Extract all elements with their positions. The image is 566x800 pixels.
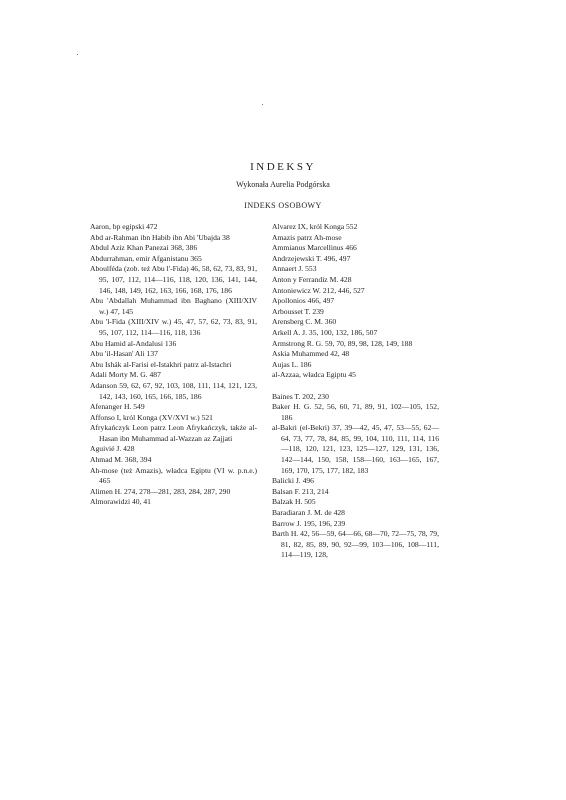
index-entry: Aujas L. 186 <box>272 359 312 369</box>
index-entry: Arbousset T. 239 <box>272 306 324 316</box>
index-entry: Adali Morty M. G. 487 <box>90 370 161 380</box>
section-heading: INDEKS OSOBOWY <box>244 201 322 210</box>
index-entry: Barth H. 42, 56—59, 64—66, 68—70, 72—75, 78, 79, 81, 82, 85, 89, 90, 92—99, 103—106, 108—111, 114—119, 128, <box>272 529 439 560</box>
compiler-byline: Wykonała Aurelia Podgórska <box>236 180 330 189</box>
index-entry: Ahmad M. 368, 394 <box>90 455 152 465</box>
index-entry: Anton y Ferrandiz M. 428 <box>272 274 352 284</box>
index-entry: Abu Ishák al-Farisi el-Istakhri patrz al-Istachri <box>90 359 232 369</box>
index-entry: Arkell A. J. 35, 100, 132, 186, 507 <box>272 327 378 337</box>
index-entry: Apollonios 466, 497 <box>272 296 335 306</box>
index-entry: Aguivié J. 428 <box>90 444 135 454</box>
index-entry: Andrzejewski T. 496, 497 <box>272 253 351 263</box>
index-entry: al-Azzaa, władca Egiptu 45 <box>272 370 356 380</box>
page-title: INDEKSY <box>250 161 316 173</box>
index-entry: Balzak H. 505 <box>272 497 316 507</box>
index-entry: Abu 'l-Fida (XIII/XIV w.) 45, 47, 57, 62, 73, 83, 91, 95, 107, 112, 114—116, 118, 136 <box>90 317 257 337</box>
index-entry: Alimen H. 274, 278—281, 283, 284, 287, 290 <box>90 486 231 496</box>
index-entry: Abd ar-Rahman ibn Habib ibn Abi 'Ubajda 38 <box>90 232 230 242</box>
scan-speck <box>77 54 78 55</box>
index-entry: Arensberg C. M. 360 <box>272 317 337 327</box>
index-entry: Balicki J. 496 <box>272 476 314 486</box>
index-entry: Almorawidzi 40, 41 <box>90 497 151 507</box>
index-entry: Barrow J. 195, 196, 239 <box>272 518 346 528</box>
index-entry: Amazis patrz Ah-mose <box>272 232 342 242</box>
index-entry: Antoniewicz W. 212, 446, 527 <box>272 285 365 295</box>
index-entry: Balsan F. 213, 214 <box>272 486 329 496</box>
index-entry: Aaron, bp egipski 472 <box>90 222 158 231</box>
scan-speck <box>262 104 263 105</box>
index-entry: Baines T. 202, 230 <box>272 391 329 401</box>
index-entry: Baradiaran J. M. de 428 <box>272 508 345 518</box>
index-entry: Aboulféda (zob. też Abu l'-Fida) 46, 58, 62, 73, 83, 91, 95, 107, 112, 114—116, 118, 120, 136, 141, 144, 146, 148, 149, 162, 163, 166, 168, 176, 186 <box>90 264 257 295</box>
letter-group-gap <box>272 381 439 392</box>
index-entry: al-Bakri (el-Bekri) 37, 39—42, 45, 47, 53—55, 62—64, 73, 77, 78, 84, 85, 99, 104, 110, 111, 114, 116—118, 120, 121, 123, 125—127, 129, 131, 136, 142—144, 150, 158, 158—160, 163—165, 167, 169, 170, 175, 177, 182, 183 <box>272 423 439 475</box>
index-entry: Askia Muhammed 42, 48 <box>272 349 350 359</box>
index-entry: Ammianus Marcellinus 466 <box>272 243 357 253</box>
index-entry: Abdurrahman, emir Afganistanu 365 <box>90 253 202 263</box>
index-entry: Armstrong R. G. 59, 70, 89, 98, 128, 149, 188 <box>272 338 413 348</box>
index-entry: Abdul Aziz Khan Panezai 368, 386 <box>90 243 198 253</box>
index-entry: Ah-mose (też Amazis), władca Egiptu (VI w. p.n.e.) 465 <box>90 465 257 486</box>
index-column-right <box>272 222 439 561</box>
index-entry: Abu Hamid al-Andalusi 136 <box>90 338 177 348</box>
index-entry: Abu 'Abdallah Muhammad ibn Baghano (XIII/XIV w.) 47, 145 <box>90 296 257 316</box>
index-entry: Affonso I, król Konga (XV/XVI w.) 521 <box>90 412 213 422</box>
index-entry: Alvarez IX, król Konga 552 <box>272 222 358 231</box>
index-entry: Abu 'il-Hasan' Ali 137 <box>90 349 158 359</box>
index-entry: Baker H. G. 52, 56, 60, 71, 89, 91, 102—105, 152, 186 <box>272 402 439 422</box>
index-entry: Annaert J. 553 <box>272 264 317 274</box>
index-column-left <box>90 222 257 508</box>
index-entry: Afenanger H. 549 <box>90 402 145 412</box>
index-entry: Afrykańczyk Leon patrz Leon Afrykańczyk, także al-Hasan ibn Muhammad al-Wazzan az Zajjati <box>90 423 257 443</box>
index-entry: Adanson 59, 62, 67, 92, 103, 108, 111, 114, 121, 123, 142, 143, 160, 165, 166, 185, 186 <box>90 380 257 401</box>
